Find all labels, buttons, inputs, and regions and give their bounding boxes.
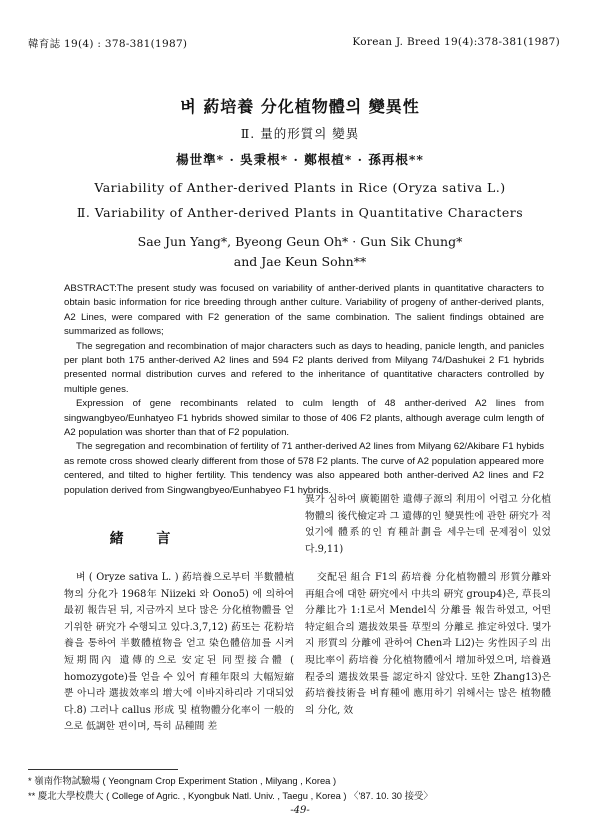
- subtitle-korean: Ⅱ. 量的形質의 變異: [240, 126, 360, 141]
- title-korean: 벼 葯培養 分化植物體의 變異性: [180, 97, 420, 116]
- subtitle-english: Ⅱ. Variability of Anther-derived Plants in Quantitative Characters: [76, 205, 524, 220]
- authors-english-line1: Sae Jun Yang*, Byeong Geun Oh* · Gun Sik Chung*: [137, 234, 463, 249]
- footnote-divider: [28, 769, 178, 770]
- footnote-affiliation-2: ** 慶北大學校農大 ( College of Agric. , Kyongbuk Natl. Univ. , Taegu , Korea ) 〈'87. 10. 30 接受〉: [28, 790, 433, 801]
- abstract-paragraph: The segregation and recombination of fertility of 71 anther-derived A2 lines from Milyang 62/Akibare F1 hybids as remote cross showed clearly different from those of 578 F2 plants. The curve of A2 population appeared more centered, and tilted to higher fertility. This tendency was also appeared both anther-derived A2 lines and F2 population derived from Singwangbyeo/Eunhabyeo F1 hybrids.: [64, 441, 544, 496]
- intro-right-column-bottom: [305, 570, 551, 719]
- page-number: -49-: [290, 805, 310, 816]
- abstract-paragraph: Expression of gene recombinants related to culm length of 48 anther-derived A2 lines from singwangbyeo/Eunhatyeo F1 hybrids showed similar to those of 406 F2 plants, although average culm length of A2 population was shorter than that of F2 population.: [64, 398, 544, 439]
- section-heading: 緒 言: [109, 531, 185, 547]
- authors-english-line2: and Jae Keun Sohn**: [233, 254, 367, 269]
- journal-citation-right: Korean J. Breed 19(4):378-381(1987): [352, 36, 560, 48]
- body-paragraph: 벼 ( Oryze sativa L. ) 葯培養으로부터 半數體植物의 分化가 1968年 Niizeki 와 Oono5) 에 의하여 最初 報告된 뒤, 지금까지 보다 많은 分化植物體를 얻기위한 硏究가 수행되고 있다.3,7,12) 葯또는 花粉培養을 통하여 半數體植物을 얻고 染色體倍加를 시켜 短期間內 遺傳的으로 安定된 同型接合體 ( homozygote)를 얻을 수 있어 育種年限의 大幅短縮 뿐 아니라 選拔效率의 增大에 이바지하리라 기대되었다.8) 그러나 callus 形成 및 植物體分化率이 一般的으로 低調한 편이며, 특히 品種間 差: [64, 572, 294, 733]
- body-paragraph: 交配된 組合 F1의 葯培養 分化植物體의 形質分離와 再組合에 대한 硏究에서 中共의 硏究 group4)은, 草長의 分離比가 1:1로서 Mendel식 分離를 報告하였고, 어떤 特定組合의 選拔效果를 草型의 分離로 推定하였다. 몇가지 形質의 分離에 관하여 Chen과 Li2)는 劣性因子의 出現比率이 葯培養 分化植物體에서 增加하였으며, 培養過程중의 選拔效果를 認定하지 않았다. 또한 Zhang13)은 葯培養技術을 벼育種에 應用하기 위해서는 많은 植物體의 分化, 效: [305, 572, 551, 716]
- intro-right-column-top: [305, 492, 551, 558]
- abstract-paragraph: ABSTRACT:The present study was focused on variability of anther-derived plants in quantitative characters to obtain basic information for rice breeding through anther culture. Variability of progeny of anther-derived plants, A2 Lines, were compared with F2 generation of the same combination. The salient findings obtained are summarized as follows;: [64, 283, 544, 338]
- authors-korean: 楊世準* · 吳秉根* · 鄭根植* · 孫再根**: [176, 152, 424, 167]
- title-english: Variability of Anther-derived Plants in Rice (Oryza sativa L.): [94, 180, 506, 195]
- footnote-affiliation-1: * 嶺南作物試驗場 ( Yeongnam Crop Experiment Station , Milyang , Korea ): [28, 775, 337, 786]
- intro-left-column: [64, 570, 294, 736]
- body-paragraph: 異가 심하여 廣範圍한 遺傳子源의 利用이 어렵고 分化植物體의 後代檢定과 그 遺傳的인 變異性에 관한 硏究가 적었기에 體系的인 育種計劃을 세우는데 문제점이 있었다.9,11): [305, 494, 551, 555]
- abstract: [64, 282, 544, 498]
- abstract-paragraph: The segregation and recombination of major characters such as days to heading, panicle length, and panicles per plant both 175 anther-derived A2 lines and 594 F2 plants derived from Milyang 74/Dashukei 2 F1 hybrids presented normal distribution curves and refered to the inheritance of quantitative characters controlled by multiple genes.: [64, 340, 544, 395]
- journal-citation-left: 韓育誌 19(4) : 378-381(1987): [28, 38, 188, 50]
